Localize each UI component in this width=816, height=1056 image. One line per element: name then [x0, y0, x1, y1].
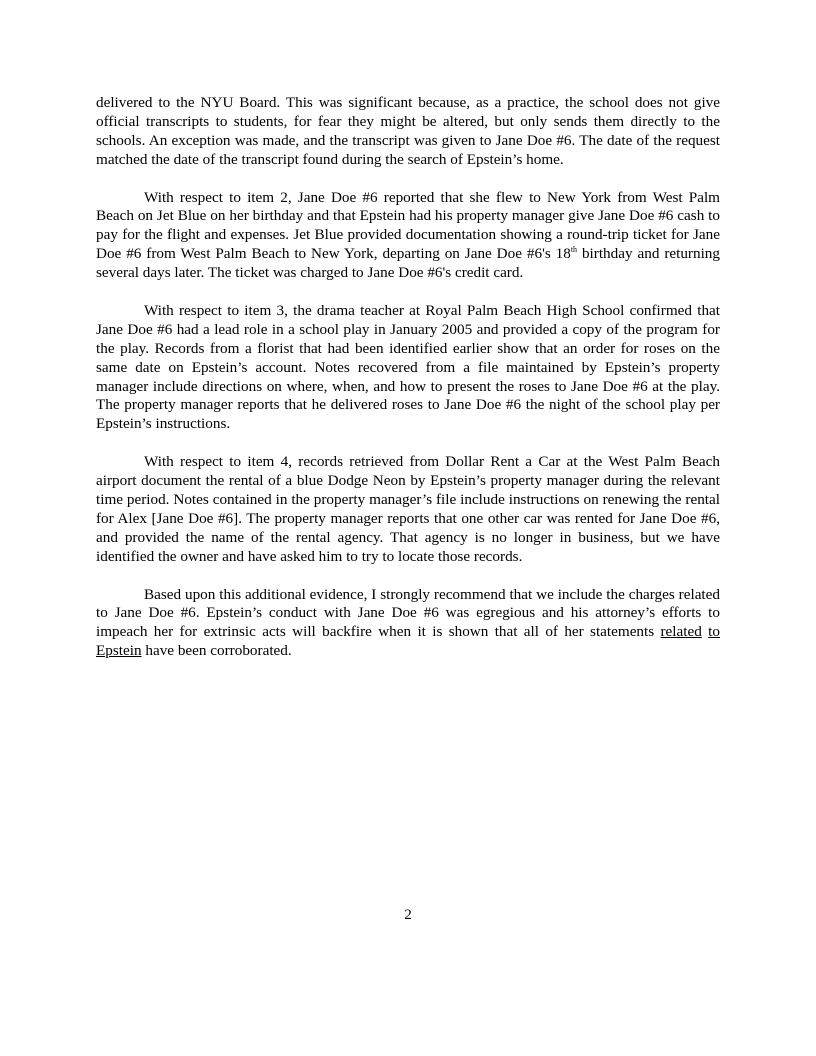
paragraph-recommendation-text-a: Based upon this additional evidence, I strongly recommend that we include the charges related to Jane Doe #6. Epstein’s conduct with Jane Doe #6 was egregious and his attorney’s efforts to impeach her for extrinsic acts will backfire when it is shown that all of her statements	[96, 585, 720, 641]
paragraph-recommendation	[96, 586, 720, 662]
ordinal-superscript: th	[570, 245, 578, 255]
underlined-to-epstein: to Epstein	[96, 623, 720, 660]
paragraph-item-2-text-a: With respect to item 2, Jane Doe #6 reported that she flew to New York from West Palm Beach on Jet Blue on her birthday and that Epstein had his property manager give Jane Doe #6 cash to pay for the flight and expenses. Jet Blue provided documentation showing a round-trip ticket for Jane Doe #6 from West Palm Beach to New York, departing on Jane Doe #6's 18	[96, 188, 720, 263]
page-number: 2	[404, 906, 412, 923]
paragraph-recommendation-text-b: have been corroborated.	[141, 642, 292, 660]
paragraph-item-4: With respect to item 4, records retrieved from Dollar Rent a Car at the West Palm Beach airport document the rental of a blue Dodge Neon by Epstein’s property manager during the relevant time period. Notes contained in the property manager’s file include instructions on renewing the rental for Alex [Jane Doe #6]. The property manager reports that one other car was rented for Jane Doe #6, and provided the name of the rental agency. That agency is no longer in business, but we have identified the owner and have asked him to try to locate those records.	[96, 453, 720, 565]
paragraph-item-2	[96, 189, 720, 284]
paragraph-item-2-text-b: birthday and returning several days later. The ticket was charged to Jane Doe #6's credit card.	[96, 245, 720, 282]
paragraph-transcript: delivered to the NYU Board. This was significant because, as a practice, the school does not give official transcripts to students, for fear they might be altered, but only sends them directly to the schools. An exception was made, and the transcript was given to Jane Doe #6. The date of the request matched the date of the transcript found during the search of Epstein’s home.	[96, 94, 720, 168]
paragraph-item-3: With respect to item 3, the drama teacher at Royal Palm Beach High School confirmed that Jane Doe #6 had a lead role in a school play in January 2005 and provided a copy of the program for the play. Records from a florist that had been identified earlier show that an order for roses on the same date on Epstein’s account. Notes recovered from a file maintained by Epstein’s property manager include directions on where, when, and how to present the roses to Jane Doe #6 at the play. The property manager reports that he delivered roses to Jane Doe #6 the night of the school play per Epstein’s instructions.	[96, 301, 720, 433]
underlined-related: related	[660, 623, 702, 641]
document-page	[96, 94, 720, 680]
